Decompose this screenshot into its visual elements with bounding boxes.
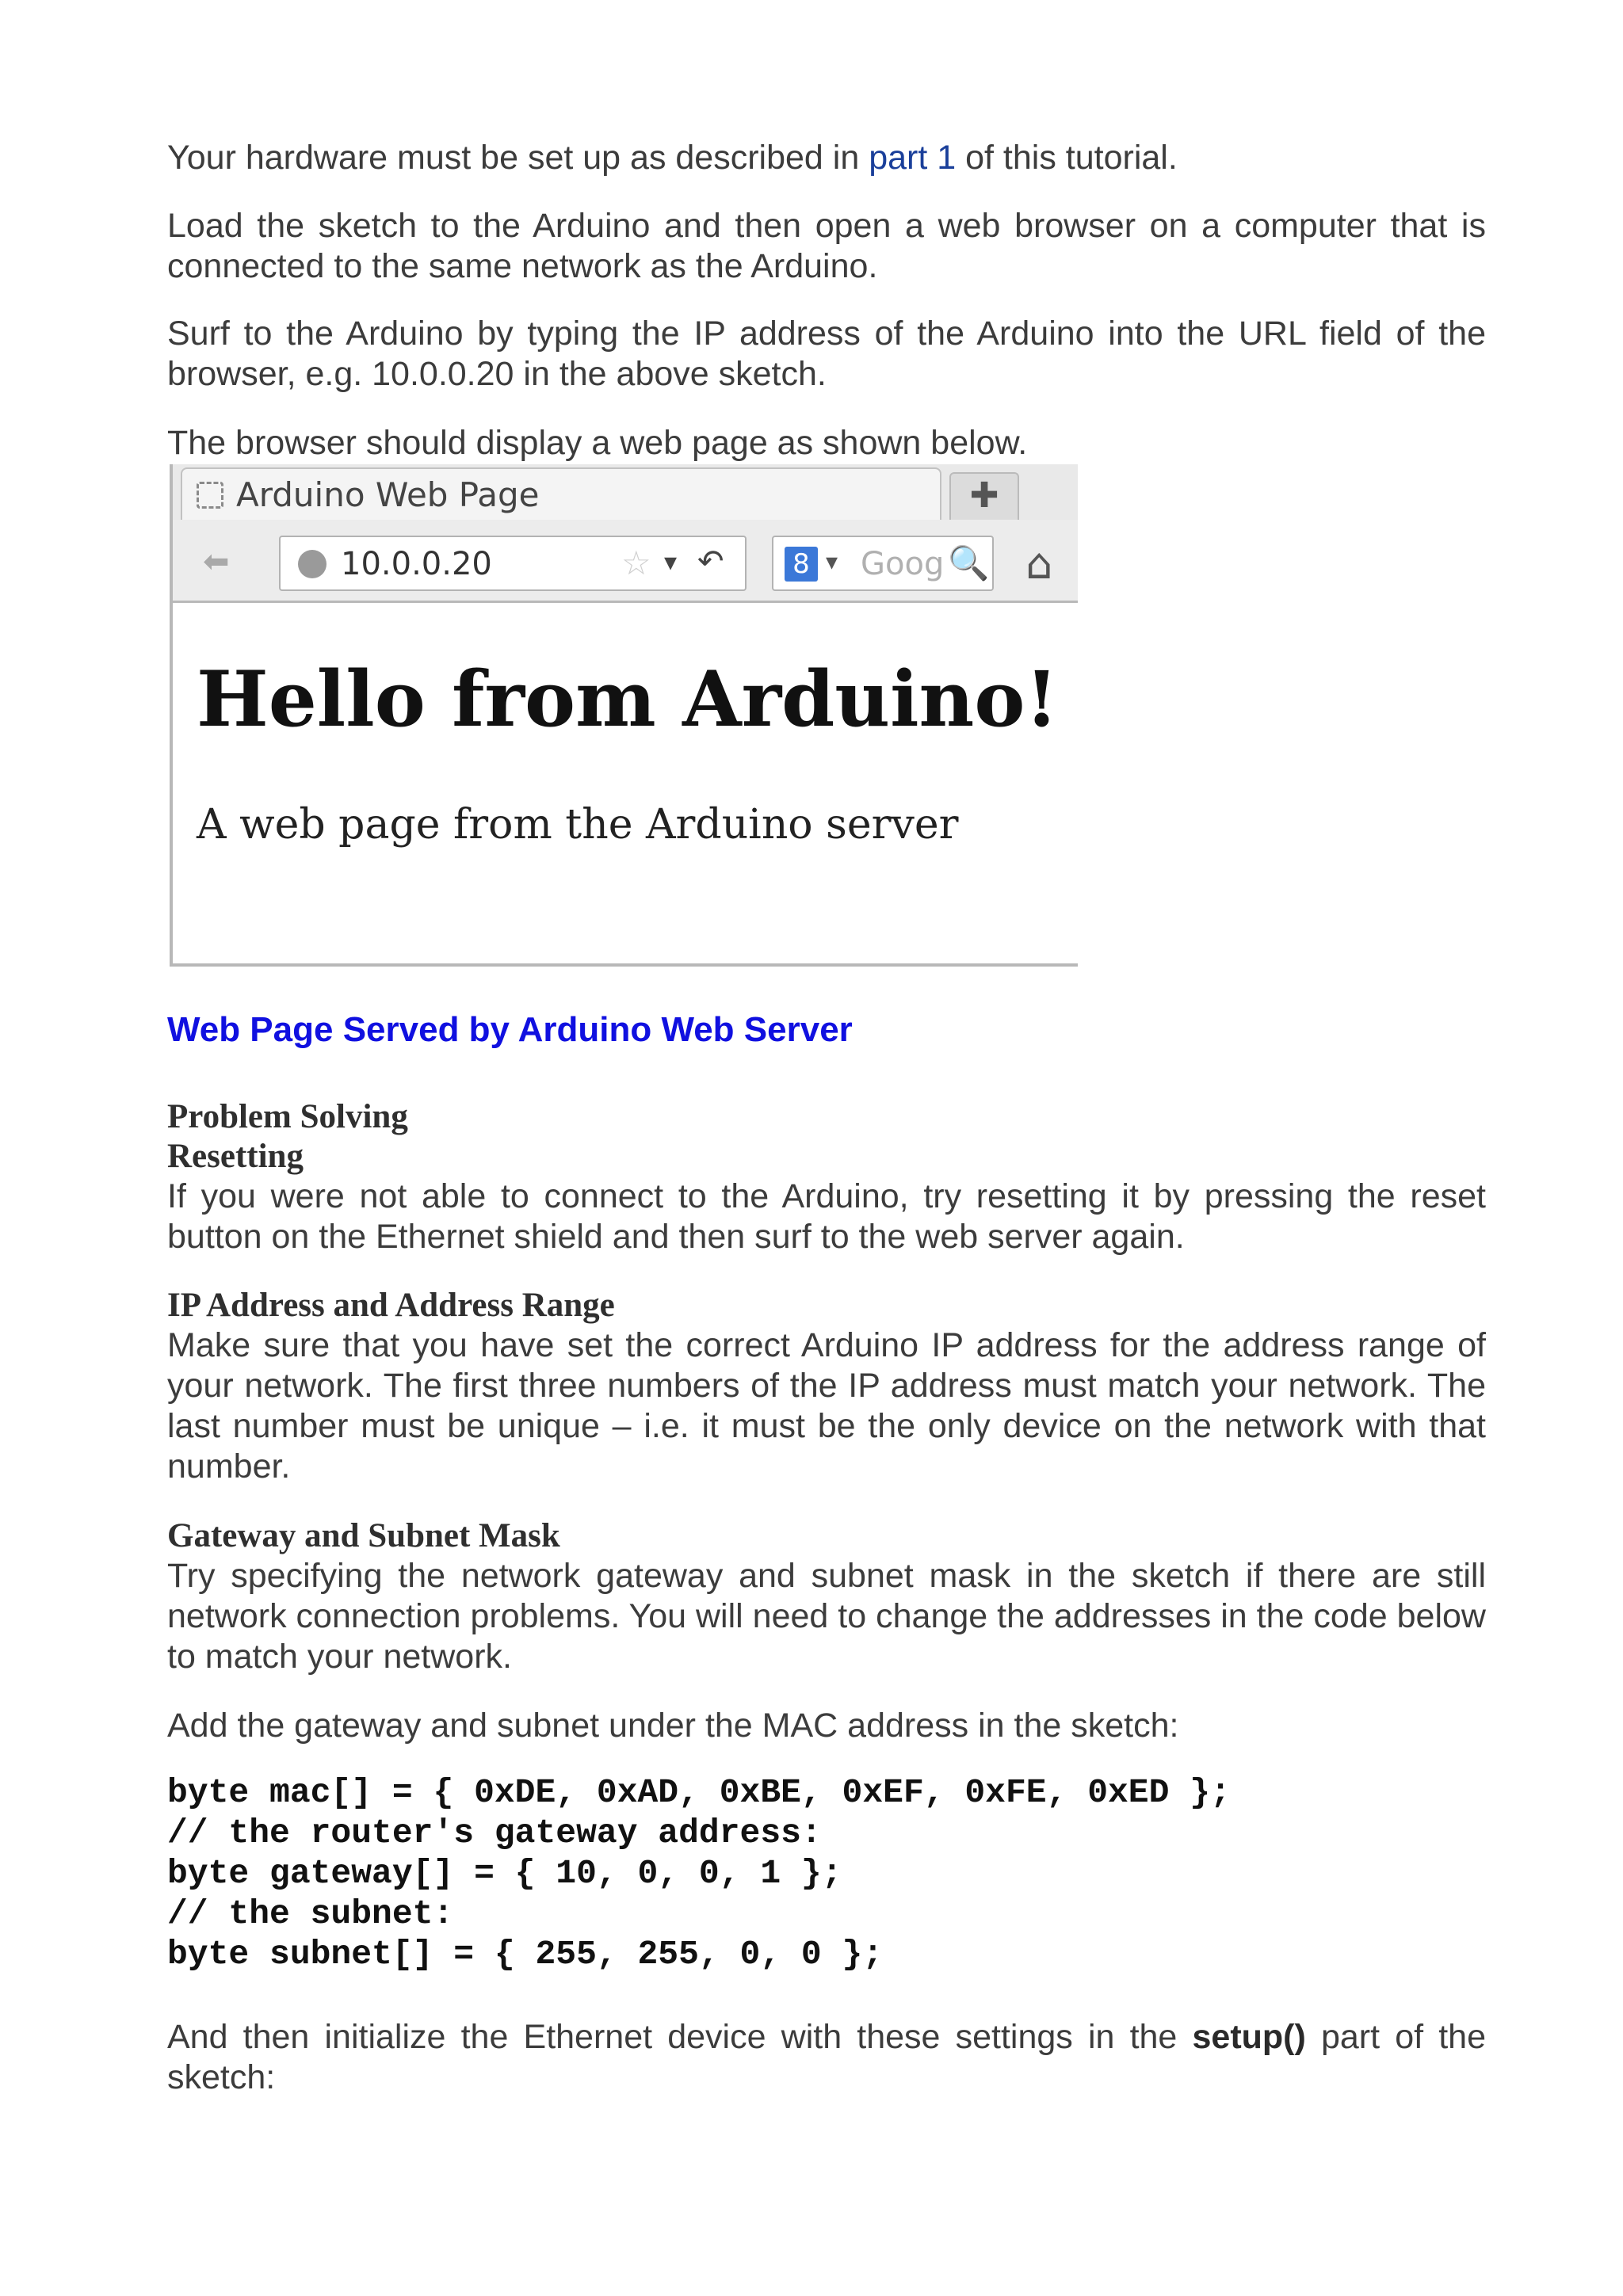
url-text: 10.0.0.20: [341, 546, 492, 582]
setup-function-name: setup(): [1192, 2018, 1306, 2056]
ip-address-text: Make sure that you have set the correct Arduino IP address for the address range of your network. The first three numbers of the IP address must match your network. The last number must be unique – i.e. it must be the only device on the network with that number.: [167, 1326, 1486, 1486]
part-1-link[interactable]: part 1: [869, 139, 957, 177]
tab-bar: [173, 464, 1078, 520]
code-line: byte mac[] = { 0xDE, 0xAD, 0xBE, 0xEF, 0xFE, 0xED };: [167, 1773, 1231, 1812]
search-placeholder: Goog: [861, 546, 945, 582]
code-line: byte gateway[] = { 10, 0, 0, 1 };: [167, 1854, 842, 1893]
add-gateway-text: Add the gateway and subnet under the MAC address in the sketch:: [167, 1707, 1179, 1745]
code-line: // the router's gateway address:: [167, 1814, 822, 1852]
back-arrow-icon[interactable]: ⬅: [203, 543, 230, 580]
search-field[interactable]: [772, 536, 994, 591]
outro-text-after: part of the sketch:: [167, 2018, 1487, 2096]
code-line: byte subnet[] = { 255, 255, 0, 0 };: [167, 1935, 884, 1974]
intro-text-before: Your hardware must be set up as described in: [167, 139, 869, 177]
navigation-bar: [173, 520, 1078, 603]
code-line: // the subnet:: [167, 1894, 454, 1933]
home-icon[interactable]: ⌂: [1025, 539, 1053, 589]
resetting-text: If you were not able to connect to the Arduino, try resetting it by pressing the reset button on the Ethernet shield and then surf to the web server again.: [167, 1177, 1486, 1256]
search-icon[interactable]: 🔍: [948, 543, 990, 582]
intro-text-after: of this tutorial.: [956, 139, 1178, 177]
browser-screenshot: [170, 464, 1078, 967]
page-icon: [197, 482, 223, 509]
intro-paragraph-1: [167, 138, 1486, 178]
tab-title: Arduino Web Page: [236, 475, 540, 514]
web-page-heading: Hello from Arduino!: [197, 654, 1059, 744]
web-page-text: A web page from the Arduino server: [197, 801, 959, 849]
search-engine-dropdown-icon[interactable]: ▾: [826, 548, 838, 576]
new-tab-button[interactable]: ✚: [949, 472, 1019, 520]
browser-tab[interactable]: [181, 467, 941, 520]
ip-address-heading: IP Address and Address Range: [167, 1287, 615, 1324]
chevron-down-icon[interactable]: ▾: [664, 547, 678, 577]
resetting-heading: Resetting: [167, 1138, 304, 1175]
code-block: [167, 1772, 1486, 1974]
globe-icon: [298, 550, 327, 578]
outro-paragraph: [167, 2017, 1486, 2098]
reload-icon[interactable]: ↶: [697, 543, 724, 580]
intro-paragraph-2: Load the sketch to the Arduino and then open a web browser on a computer that is connected to the same network as the Arduino.: [167, 207, 1486, 285]
problem-solving-heading: Problem Solving: [167, 1098, 408, 1135]
url-field[interactable]: [279, 536, 747, 591]
gateway-heading: Gateway and Subnet Mask: [167, 1517, 560, 1554]
intro-paragraph-3: Surf to the Arduino by typing the IP address of the Arduino into the URL field of the browser, e.g. 10.0.0.20 in the above sketch.: [167, 315, 1486, 393]
gateway-text: Try specifying the network gateway and subnet mask in the sketch if there are still network connection problems. You will need to change the addresses in the code below to match your network.: [167, 1557, 1486, 1676]
search-engine-icon[interactable]: 8: [785, 547, 818, 582]
intro-paragraph-4: The browser should display a web page as shown below.: [167, 424, 1028, 462]
outro-text-before: And then initialize the Ethernet device with these settings in the: [167, 2018, 1193, 2056]
bookmark-star-icon[interactable]: ☆: [621, 543, 651, 582]
figure-caption: Web Page Served by Arduino Web Server: [167, 1010, 853, 1049]
